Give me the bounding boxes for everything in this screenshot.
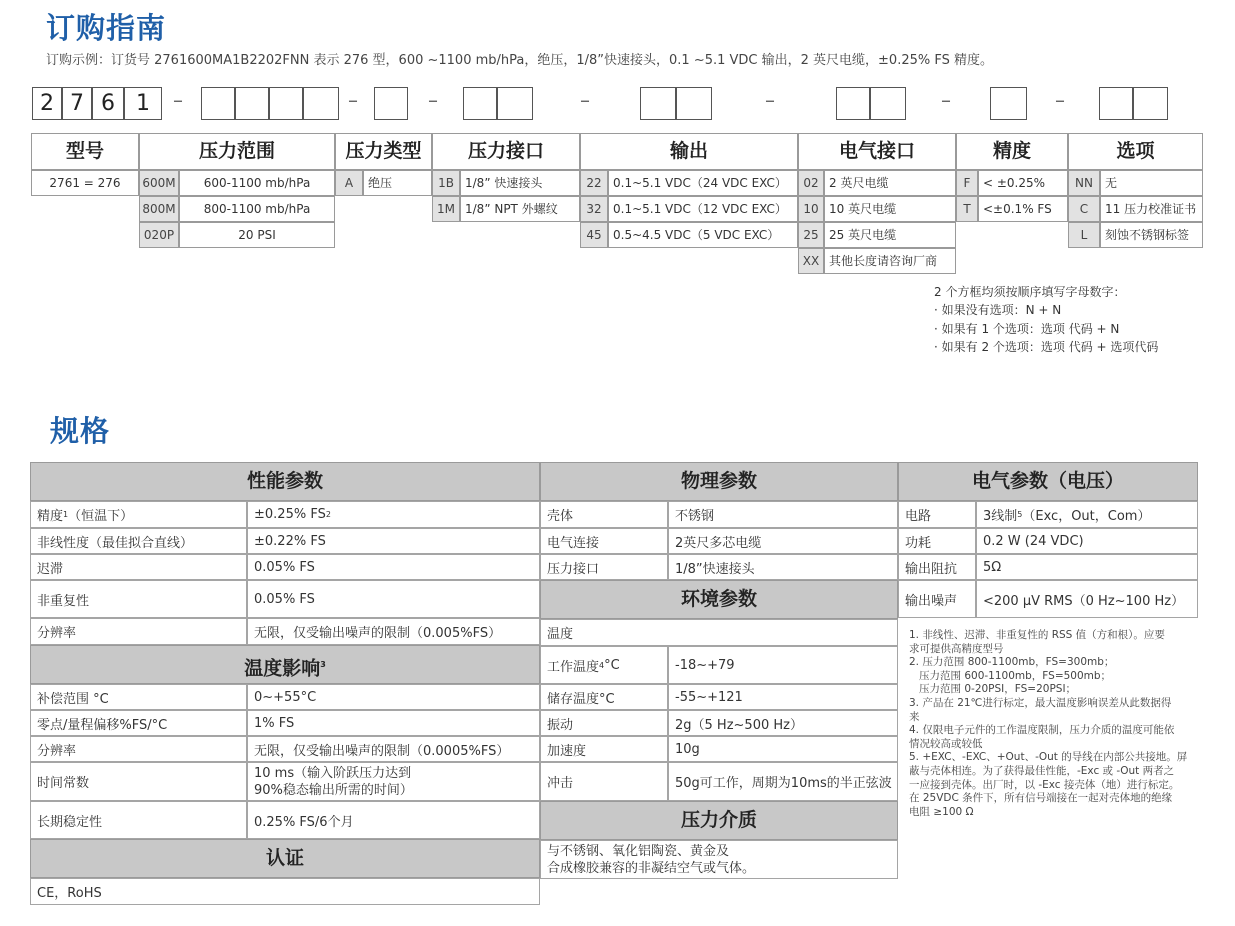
- electrical-header: 电气参数（电压）: [898, 462, 1198, 501]
- options-box[interactable]: [1099, 87, 1133, 120]
- option-code: T: [956, 196, 978, 222]
- option-text: 25 英尺电缆: [824, 222, 956, 248]
- code-dash: –: [1055, 88, 1065, 112]
- spec-value: 无限，仅受输出噪声的限制（0.005%FS）: [247, 618, 540, 645]
- footnotes: [909, 629, 1199, 819]
- spec-value: 2g（5 Hz~500 Hz）: [668, 710, 898, 736]
- footnote-line: 1. 非线性、迟滞、非重复性的 RSS 值（方和根）。应要: [909, 629, 1165, 641]
- spec-value: 2英尺多芯电缆: [668, 528, 898, 554]
- footnote-line: 求可提供高精度型号: [909, 642, 1004, 655]
- option-text: 刻蚀不锈钢标签: [1100, 222, 1203, 248]
- header-output: 输出: [580, 133, 798, 170]
- option-code: 1M: [432, 196, 460, 222]
- ordering-note: · 如果有 1 个选项：选项 代码 + N: [934, 322, 1120, 336]
- spec-value: 无限，仅受输出噪声的限制（0.0005%FS）: [247, 736, 540, 762]
- header-options: 选项: [1068, 133, 1203, 170]
- spec-label: 分辨率: [30, 736, 247, 762]
- spec-label: 加速度: [540, 736, 668, 762]
- option-text: 0.1~5.1 VDC（12 VDC EXC）: [608, 196, 798, 222]
- pressure-range-box[interactable]: [201, 87, 235, 120]
- spec-label: 压力接口: [540, 554, 668, 580]
- spec-value: 1/8”快速接头: [668, 554, 898, 580]
- footnote-line: 压力范围 0-20PSI，FS=20PSI；: [909, 683, 1077, 696]
- option-code: 45: [580, 222, 608, 248]
- ordering-note: · 如果有 2 个选项：选项 代码 + 选项代码: [934, 340, 1159, 354]
- code-dash: –: [348, 88, 358, 112]
- code-digit: 1: [124, 87, 162, 120]
- footnote-line: 蔽与壳体相连。为了获得最佳性能，-Exc 或 -Out 两者之: [909, 764, 1175, 777]
- option-code: NN: [1068, 170, 1100, 196]
- ordering-example: 订购示例：订货号 2761600MA1B2202FNN 表示 276 型，600 ~1100 mb/hPa，绝压，1/8”快速接头，0.1 ~5.1 VDC 输出，2 英尺电缆，±0.25% FS 精度。: [46, 53, 993, 68]
- option-text: <±0.1% FS: [978, 196, 1068, 222]
- option-text: 0.1~5.1 VDC（24 VDC EXC）: [608, 170, 798, 196]
- spec-value: 3线制 5 （Exc，Out，Com）: [976, 501, 1198, 528]
- code-dash: –: [173, 88, 183, 112]
- footnote-line: 在 25VDC 条件下，所有信号端接在一起对壳体地的绝缘: [909, 792, 1173, 805]
- electrical-box[interactable]: [870, 87, 906, 120]
- spec-label: 储存温度°C: [540, 684, 668, 710]
- header-accuracy: 精度: [956, 133, 1068, 170]
- ordering-note: · 如果没有选项：N + N: [934, 303, 1062, 317]
- code-digit: 7: [62, 87, 92, 120]
- spec-value: -55~+121: [668, 684, 898, 710]
- option-code: 10: [798, 196, 824, 222]
- spec-value: 不锈钢: [668, 501, 898, 528]
- code-digit: 6: [92, 87, 124, 120]
- code-dash: –: [765, 88, 775, 112]
- spec-label: 工作温度 4 °C: [540, 646, 668, 684]
- code-digit: 2: [32, 87, 62, 120]
- media-header: 压力介质: [540, 801, 898, 840]
- option-code: 02: [798, 170, 824, 196]
- spec-value: 0~+55°C: [247, 684, 540, 710]
- header-pressure-port: 压力接口: [432, 133, 580, 170]
- physical-header: 物理参数: [540, 462, 898, 501]
- footnote-line: 2. 压力范围 800-1100mb，FS=300mb；: [909, 656, 1115, 669]
- spec-value: 0.05% FS: [247, 554, 540, 580]
- option-text: 2 英尺电缆: [824, 170, 956, 196]
- spec-value: 50g可工作，周期为10ms的半正弦波: [668, 762, 898, 801]
- header-model: 型号: [31, 133, 139, 170]
- option-code: 1B: [432, 170, 460, 196]
- spec-value: ±0.25% FS 2: [247, 501, 540, 528]
- header-electrical: 电气接口: [798, 133, 956, 170]
- spec-label: 长期稳定性: [30, 801, 247, 839]
- spec-value: 10 ms（输入阶跃压力达到 90%稳态输出所需的时间）: [247, 762, 540, 801]
- spec-label: 输出阻抗: [898, 554, 976, 580]
- spec-label: 补偿范围 °C: [30, 684, 247, 710]
- spec-value: <200 μV RMS（0 Hz~100 Hz）: [976, 580, 1198, 618]
- certification-header: 认证: [30, 839, 540, 878]
- option-code: A: [335, 170, 363, 196]
- footnote-line: 压力范围 600-1100mb，FS=500mb；: [909, 669, 1112, 682]
- spec-label: 时间常数: [30, 762, 247, 801]
- pressure-port-box[interactable]: [497, 87, 533, 120]
- spec-label: 壳体: [540, 501, 668, 528]
- footnote-line: 一应接到壳体。出厂时，以 -Exc 接壳体（地）进行标定。: [909, 778, 1180, 791]
- option-text: 其他长度请咨询厂商: [824, 248, 956, 274]
- media-value: 与不锈钢、氧化铝陶瓷、黄金及 合成橡胶兼容的非凝结空气或气体。: [540, 840, 898, 879]
- code-dash: –: [580, 88, 590, 112]
- spec-label: 冲击: [540, 762, 668, 801]
- pressure-range-box[interactable]: [303, 87, 339, 120]
- header-pressure-type: 压力类型: [335, 133, 432, 170]
- output-box[interactable]: [640, 87, 676, 120]
- spec-label: 输出噪声: [898, 580, 976, 618]
- option-text: < ±0.25%: [978, 170, 1068, 196]
- option-text: 20 PSI: [179, 222, 335, 248]
- footnote-line: 5. +EXC、-EXC、+Out、-Out 的导线在内部公共接地。屏: [909, 751, 1188, 764]
- header-pressure-range: 压力范围: [139, 133, 335, 170]
- option-code: C: [1068, 196, 1100, 222]
- model-value: 2761 = 276: [31, 170, 139, 196]
- certification-value: CE，RoHS: [30, 878, 540, 905]
- performance-header: 性能参数: [30, 462, 540, 501]
- spec-value: 0.2 W (24 VDC): [976, 528, 1198, 554]
- option-text: 800-1100 mb/hPa: [179, 196, 335, 222]
- spec-label: 非重复性: [30, 580, 247, 618]
- ordering-note: 2 个方框均须按顺序填写字母数字：: [934, 285, 1126, 299]
- pressure-port-box[interactable]: [463, 87, 497, 120]
- option-text: 1/8” NPT 外螺纹: [460, 196, 580, 222]
- code-dash: –: [428, 88, 438, 112]
- option-text: 10 英尺电缆: [824, 196, 956, 222]
- environment-temp-label: 温度: [540, 619, 898, 646]
- spec-value: 10g: [668, 736, 898, 762]
- pressure-range-box[interactable]: [269, 87, 303, 120]
- spec-label: 精度 1 （恒温下）: [30, 501, 247, 528]
- environment-header: 环境参数: [540, 580, 898, 619]
- pressure-range-box[interactable]: [235, 87, 269, 120]
- spec-label: 电路: [898, 501, 976, 528]
- option-text: 绝压: [363, 170, 432, 196]
- temperature-header: 温度影响$^3$: [30, 645, 540, 684]
- option-text: 11 压力校准证书: [1100, 196, 1203, 222]
- code-dash: –: [941, 88, 951, 112]
- spec-label: 振动: [540, 710, 668, 736]
- spec-value: 0.25% FS/6个月: [247, 801, 540, 839]
- spec-label: 零点/量程偏移%FS/°C: [30, 710, 247, 736]
- option-text: 600-1100 mb/hPa: [179, 170, 335, 196]
- option-code: 32: [580, 196, 608, 222]
- footnote-line: 电阻 ≥100 Ω: [909, 805, 974, 818]
- spec-value: 1% FS: [247, 710, 540, 736]
- option-code: XX: [798, 248, 824, 274]
- spec-label: 分辨率: [30, 618, 247, 645]
- option-code: F: [956, 170, 978, 196]
- option-text: 1/8” 快速接头: [460, 170, 580, 196]
- footnote-line: 情况较高或较低: [909, 737, 983, 750]
- spec-value: 0.05% FS: [247, 580, 540, 618]
- spec-label: 迟滞: [30, 554, 247, 580]
- options-box[interactable]: [1133, 87, 1168, 120]
- option-code: 25: [798, 222, 824, 248]
- ordering-title: 订购指南: [46, 11, 167, 45]
- option-code: 600M: [139, 170, 179, 196]
- footnote-line: 4. 仅限电子元件的工作温度限制，压力介质的温度可能依: [909, 724, 1175, 737]
- option-code: 800M: [139, 196, 179, 222]
- spec-label: 功耗: [898, 528, 976, 554]
- output-box[interactable]: [676, 87, 712, 120]
- pressure-type-box[interactable]: [374, 87, 408, 120]
- electrical-box[interactable]: [836, 87, 870, 120]
- footnote-line: 3. 产品在 21℃进行标定，最大温度影响误差从此数据得: [909, 696, 1172, 709]
- spec-value: ±0.22% FS: [247, 528, 540, 554]
- spec-value: 5Ω: [976, 554, 1198, 580]
- option-text: 0.5~4.5 VDC（5 VDC EXC）: [608, 222, 798, 248]
- option-text: 无: [1100, 170, 1203, 196]
- spec-label: 电气连接: [540, 528, 668, 554]
- specs-title: 规格: [50, 414, 111, 448]
- spec-label: 非线性度（最佳拟合直线）: [30, 528, 247, 554]
- option-code: 020P: [139, 222, 179, 248]
- spec-value: -18~+79: [668, 646, 898, 684]
- option-code: L: [1068, 222, 1100, 248]
- footnote-line: 来: [909, 710, 920, 723]
- option-code: 22: [580, 170, 608, 196]
- accuracy-box[interactable]: [990, 87, 1027, 120]
